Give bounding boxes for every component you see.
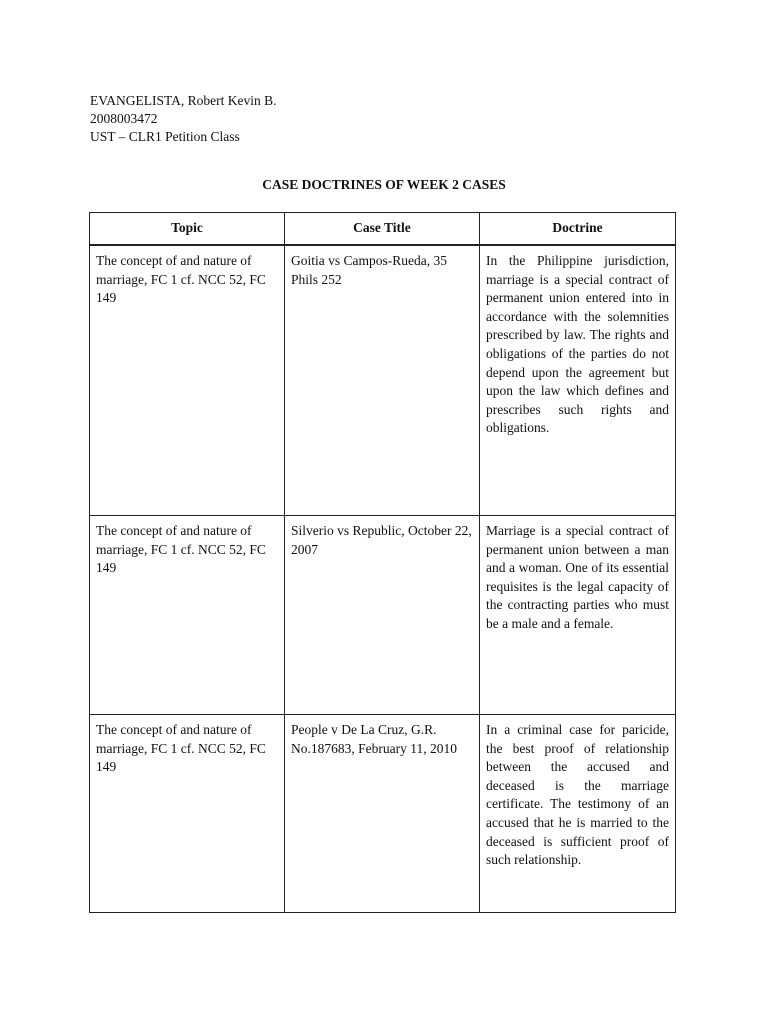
class-name: UST – CLR1 Petition Class: [90, 129, 240, 144]
doctrine-cell: In a criminal case for paricide, the best proof of relationship between the accused and deceased is the marriage certificate. The testimony of an accused that he is married to the deceased is sufficient proof of such relationship.: [480, 715, 676, 913]
table-row: [90, 715, 676, 913]
column-header-topic: Topic: [90, 213, 285, 246]
author-block: [90, 92, 277, 146]
column-header-case-title: Case Title: [285, 213, 480, 246]
topic-cell: The concept of and nature of marriage, FC 1 cf. NCC 52, FC 149: [90, 516, 285, 715]
case-title-cell: People v De La Cruz, G.R. No.187683, February 11, 2010: [285, 715, 480, 913]
doctrine-cell: In the Philippine jurisdiction, marriage is a special contract of permanent union entered into in accordance with the solemnities prescribed by law. The rights and obligations of the parties do not depend upon the agreement but upon the law which defines and prescribes such rights and obligations.: [480, 245, 676, 516]
topic-cell: The concept of and nature of marriage, FC 1 cf. NCC 52, FC 149: [90, 245, 285, 516]
document-title: CASE DOCTRINES OF WEEK 2 CASES: [262, 177, 506, 192]
student-number: 2008003472: [90, 111, 158, 126]
author-name: EVANGELISTA, Robert Kevin B.: [90, 93, 277, 108]
case-title-cell: Silverio vs Republic, October 22, 2007: [285, 516, 480, 715]
column-header-doctrine: Doctrine: [480, 213, 676, 246]
topic-cell: The concept of and nature of marriage, FC 1 cf. NCC 52, FC 149: [90, 715, 285, 913]
table-row: [90, 516, 676, 715]
table-row: [90, 245, 676, 516]
case-title-cell: Goitia vs Campos-Rueda, 35 Phils 252: [285, 245, 480, 516]
table-header-row: [90, 213, 676, 246]
case-doctrines-table: [89, 212, 676, 913]
doctrine-cell: Marriage is a special contract of permanent union between a man and a woman. One of its essential requisites is the legal capacity of the contracting parties who must be a male and a female.: [480, 516, 676, 715]
